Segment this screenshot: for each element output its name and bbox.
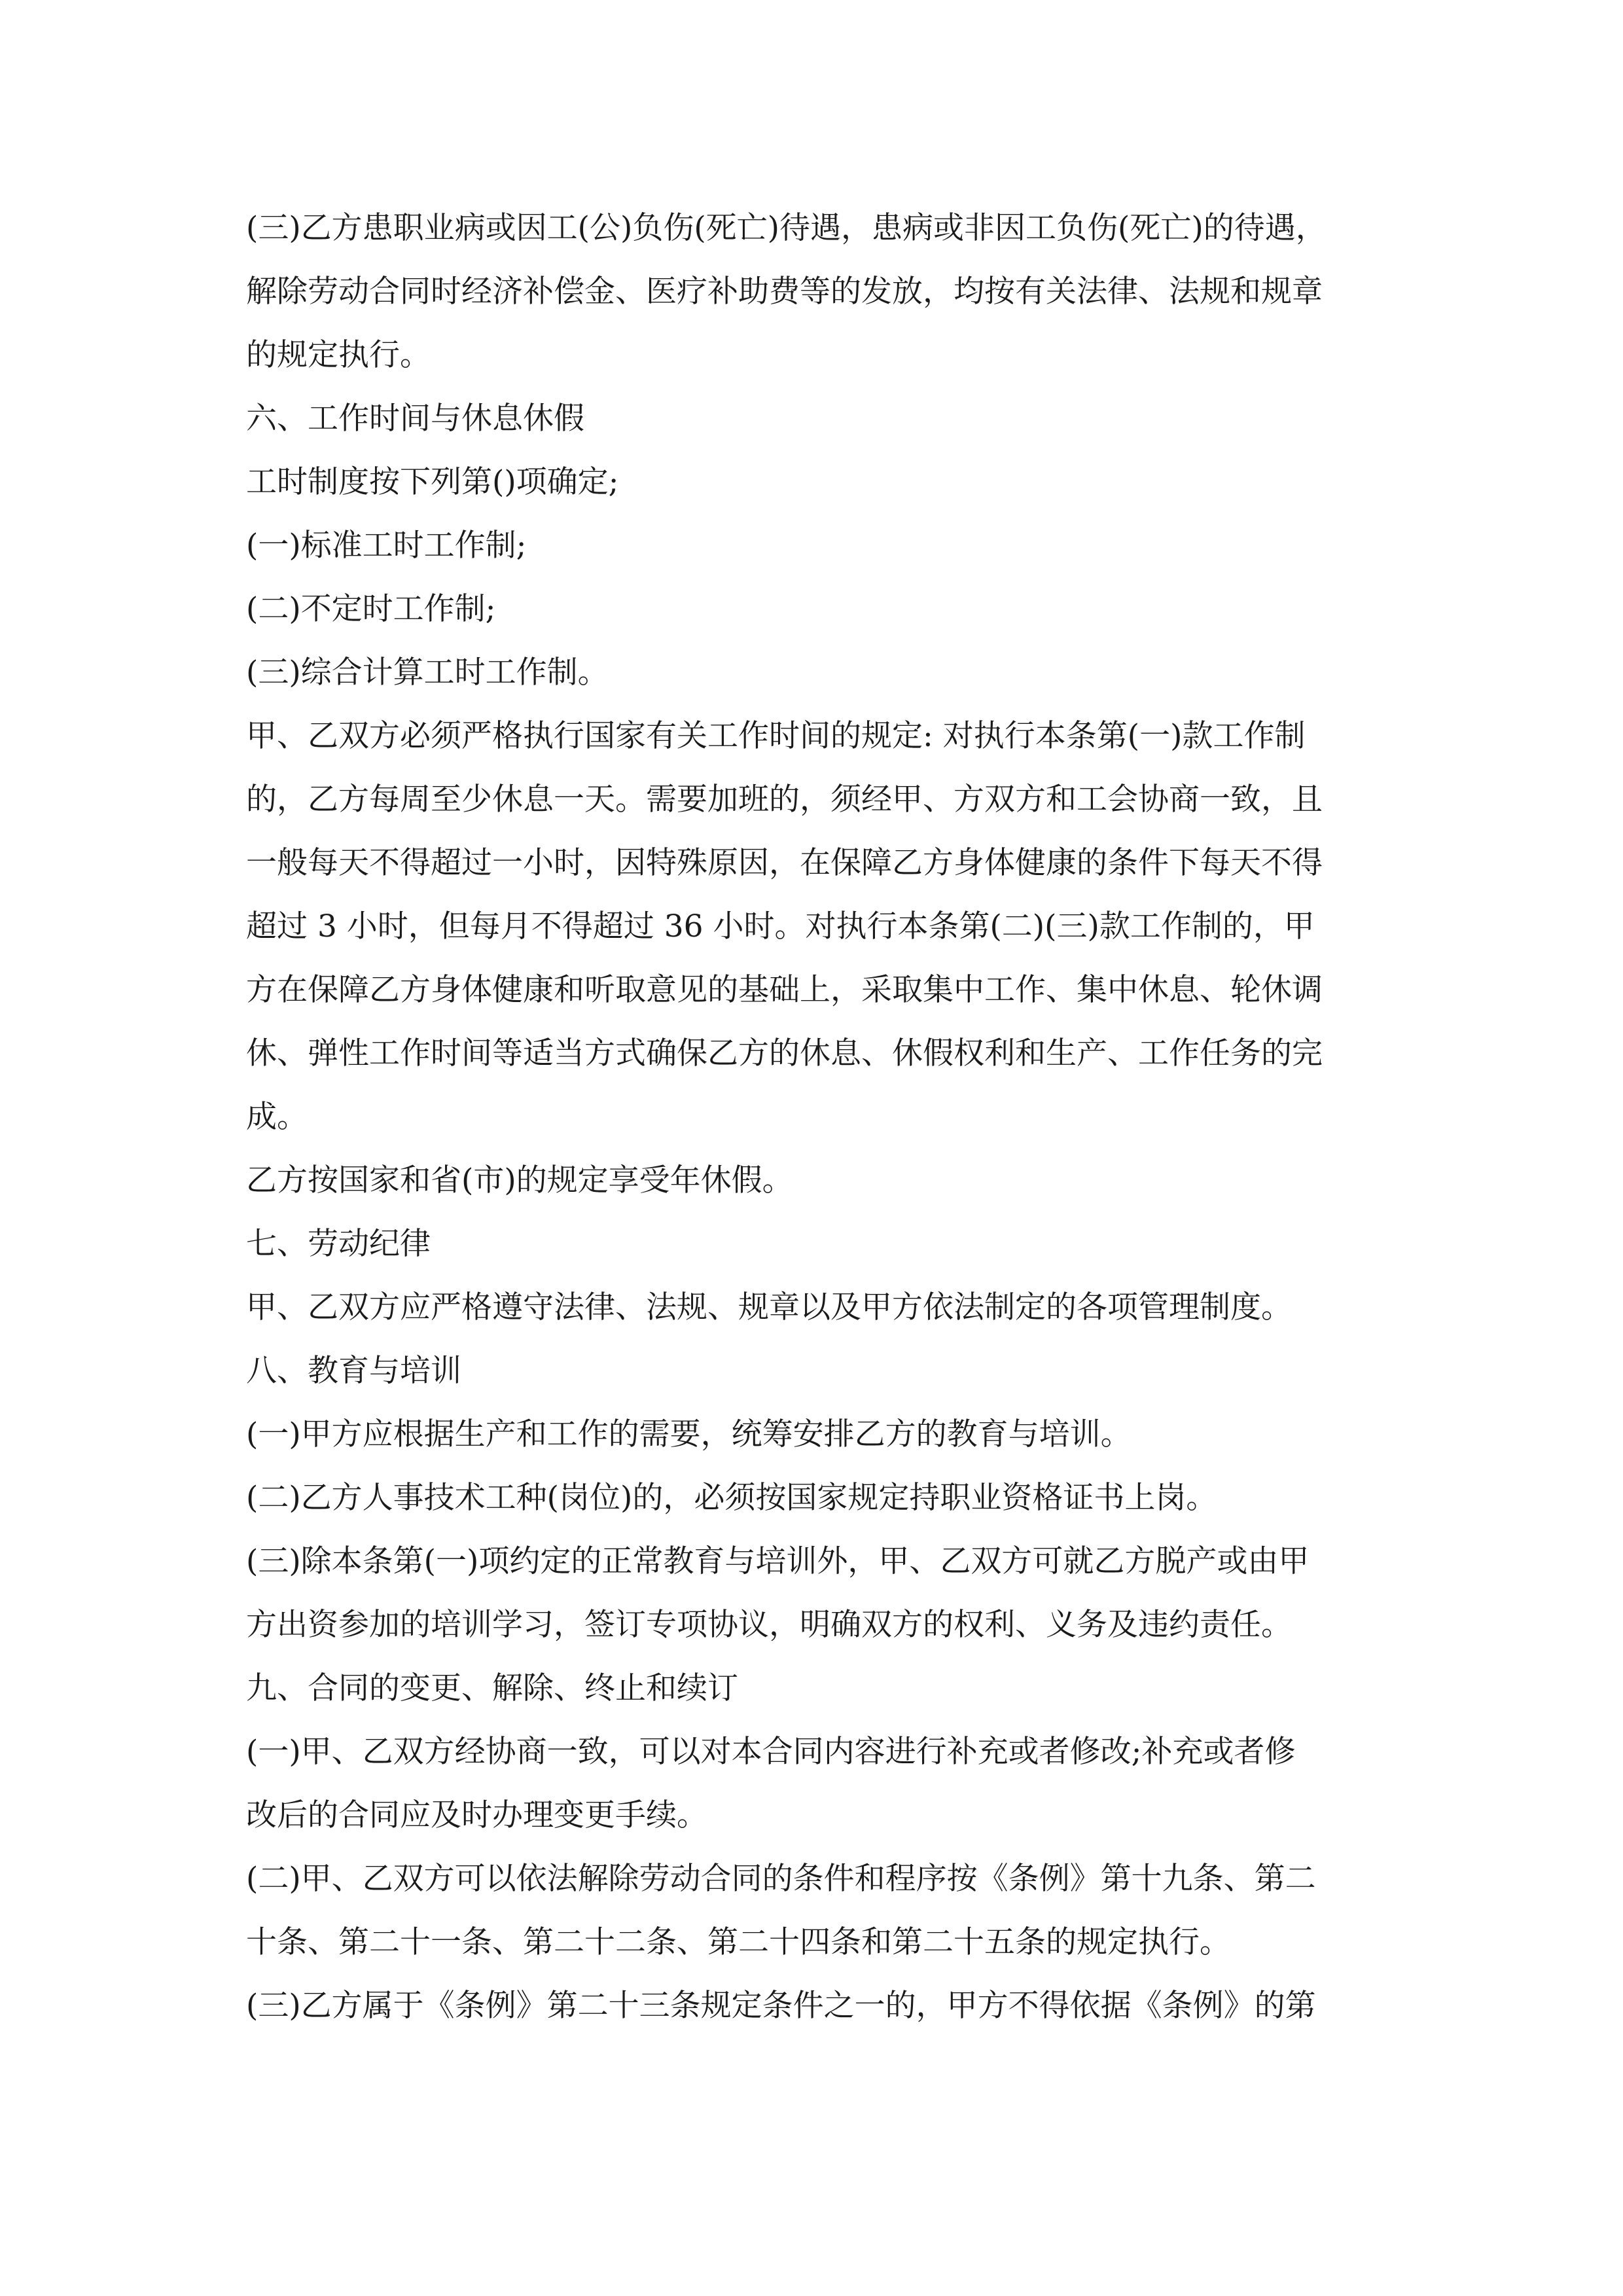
text-line: 乙方按国家和省(市)的规定享受年休假。 <box>246 1162 793 1198</box>
text-line: 工时制度按下列第()项确定; <box>246 464 619 500</box>
text-line: 方在保障乙方身体健康和听取意见的基础上，采取集中工作、集中休息、轮休调 <box>246 972 1323 1008</box>
text-line: (二)甲、乙双方可以依法解除劳动合同的条件和程序按《条例》第十九条、第二 <box>246 1861 1316 1897</box>
section-heading: 七、劳动纪律 <box>246 1226 431 1262</box>
text-line: (一)甲、乙双方经协商一致，可以对本合同内容进行补充或者修改;补充或者修 <box>246 1734 1296 1770</box>
text-line: (三)综合计算工时工作制。 <box>246 655 609 691</box>
text-line: 十条、第二十一条、第二十二条、第二十四条和第二十五条的规定执行。 <box>246 1924 1230 1960</box>
document-page <box>246 196 1424 2037</box>
text-line: 甲、乙双方必须严格执行国家有关工作时间的规定: 对执行本条第(一)款工作制 <box>246 718 1306 754</box>
text-line: (一)标准工时工作制; <box>246 528 527 564</box>
text-line: 甲、乙双方应严格遵守法律、法规、规章以及甲方依法制定的各项管理制度。 <box>246 1289 1292 1325</box>
text-line: (一)甲方应根据生产和工作的需要，统筹安排乙方的教育与培训。 <box>246 1416 1132 1452</box>
text-line: (三)乙方患职业病或因工(公)负伤(死亡)待遇，患病或非因工负伤(死亡)的待遇， <box>246 210 1327 246</box>
text-line: 成。 <box>246 1099 308 1135</box>
text-line: (三)除本条第(一)项约定的正常教育与培训外，甲、乙双方可就乙方脱产或由甲 <box>246 1543 1310 1579</box>
section-heading: 八、教育与培训 <box>246 1353 461 1389</box>
text-line: 一般每天不得超过一小时，因特殊原因，在保障乙方身体健康的条件下每天不得 <box>246 845 1323 881</box>
text-line: 休、弹性工作时间等适当方式确保乙方的休息、休假权利和生产、工作任务的完 <box>246 1035 1323 1071</box>
text-line: 改后的合同应及时办理变更手续。 <box>246 1797 707 1833</box>
text-line: 的，乙方每周至少休息一天。需要加班的，须经甲、方双方和工会协商一致，且 <box>246 781 1323 817</box>
text-line: 的规定执行。 <box>246 337 431 373</box>
text-line: (三)乙方属于《条例》第二十三条规定条件之一的，甲方不得依据《条例》的第 <box>246 1988 1316 2024</box>
text-line: 方出资参加的培训学习，签订专项协议，明确双方的权利、义务及违约责任。 <box>246 1607 1292 1643</box>
section-heading: 九、合同的变更、解除、终止和续订 <box>246 1670 738 1706</box>
section-heading: 六、工作时间与休息休假 <box>246 401 584 437</box>
text-line: (二)不定时工作制; <box>246 591 496 627</box>
text-line: (二)乙方人事技术工种(岗位)的，必须按国家规定持职业资格证书上岗。 <box>246 1480 1217 1516</box>
text-line: 超过 3 小时，但每月不得超过 36 小时。对执行本条第(二)(三)款工作制的，甲 <box>246 908 1315 944</box>
text-line: 解除劳动合同时经济补偿金、医疗补助费等的发放，均按有关法律、法规和规章 <box>246 274 1323 310</box>
